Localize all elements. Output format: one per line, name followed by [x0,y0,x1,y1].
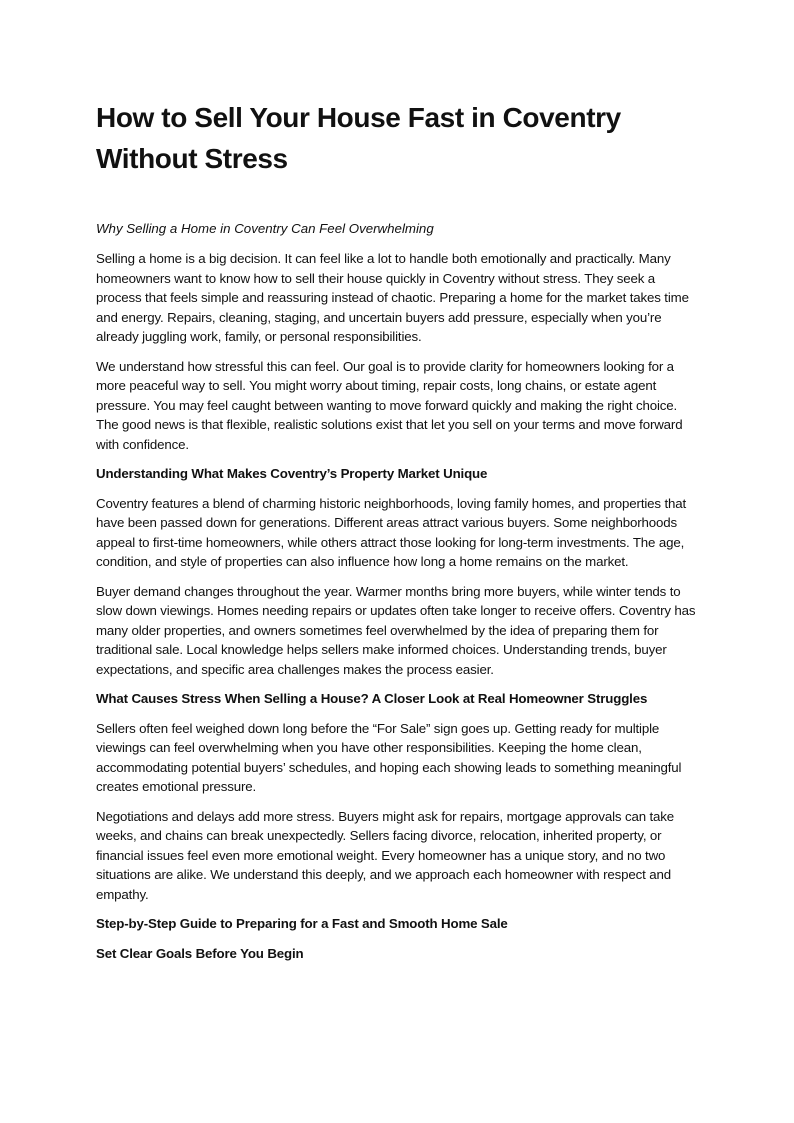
stress-paragraph-1: Sellers often feel weighed down long before the “For Sale” sign goes up. Getting ready for multiple viewings can feel overwhelming when you have other responsibilities. Keeping the home clean, accommodating potential buyers’ schedules, and hoping each showing leads to something meaningful creates emotional pressure. [96,720,682,794]
intro-subtitle: Why Selling a Home in Coventry Can Feel Overwhelming [96,221,434,236]
article-body [96,249,700,973]
market-paragraph-1: Coventry features a blend of charming historic neighborhoods, loving family homes, and properties that have been passed down for generations. Different areas attract various buyers. Some neighborhoods appeal to first-time homeowners, while others attract those looking for long-term investments. The age, condition, and style of properties can also influence how long a home remains on the market. [96,495,687,569]
section-heading-market: Understanding What Makes Coventry’s Property Market Unique [96,466,488,481]
stress-paragraph-2: Negotiations and delays add more stress. Buyers might ask for repairs, mortgage approvals can take weeks, and chains can break unexpectedly. Sellers facing divorce, relocation, inherited property, or financial issues feel even more emotional weight. Every homeowner has a unique story, and no two situations are alike. We understand this deeply, and we approach each homeowner with respect and empathy. [96,808,675,902]
market-paragraph-2: Buyer demand changes throughout the year. Warmer months bring more buyers, while winter tends to slow down viewings. Homes needing repairs or updates often take longer to receive offers. Coventry has many older properties, and owners sometimes feel overwhelmed by the idea of preparing them for traditional sale. Local knowledge helps sellers make informed choices. Understanding trends, buyer expectations, and specific area challenges makes the process easier. [96,583,696,677]
intro-paragraph-2: We understand how stressful this can feel. Our goal is to provide clarity for homeowners looking for a more peaceful way to sell. You might worry about timing, repair costs, long chains, or estate agent pressure. You may feel caught between wanting to move forward quickly and making the right choice. The good news is that flexible, realistic solutions exist that let you sell on your terms and move forward with confidence. [96,358,683,452]
section-heading-stress: What Causes Stress When Selling a House? A Closer Look at Real Homeowner Struggles [96,691,648,706]
page-title: How to Sell Your House Fast in Coventry Without Stress [96,102,621,174]
intro-paragraph-1: Selling a home is a big decision. It can feel like a lot to handle both emotionally and practically. Many homeowners want to know how to sell their house quickly in Coventry without stress. They seek a process that feels simple and reassuring instead of chaotic. Preparing a home for the market takes time and energy. Repairs, cleaning, staging, and uncertain buyers add pressure, especially when you’re already juggling work, family, or personal responsibilities. [96,251,689,344]
section-heading-guide: Step-by-Step Guide to Preparing for a Fast and Smooth Home Sale [96,916,508,931]
section-heading-goals: Set Clear Goals Before You Begin [96,945,304,961]
